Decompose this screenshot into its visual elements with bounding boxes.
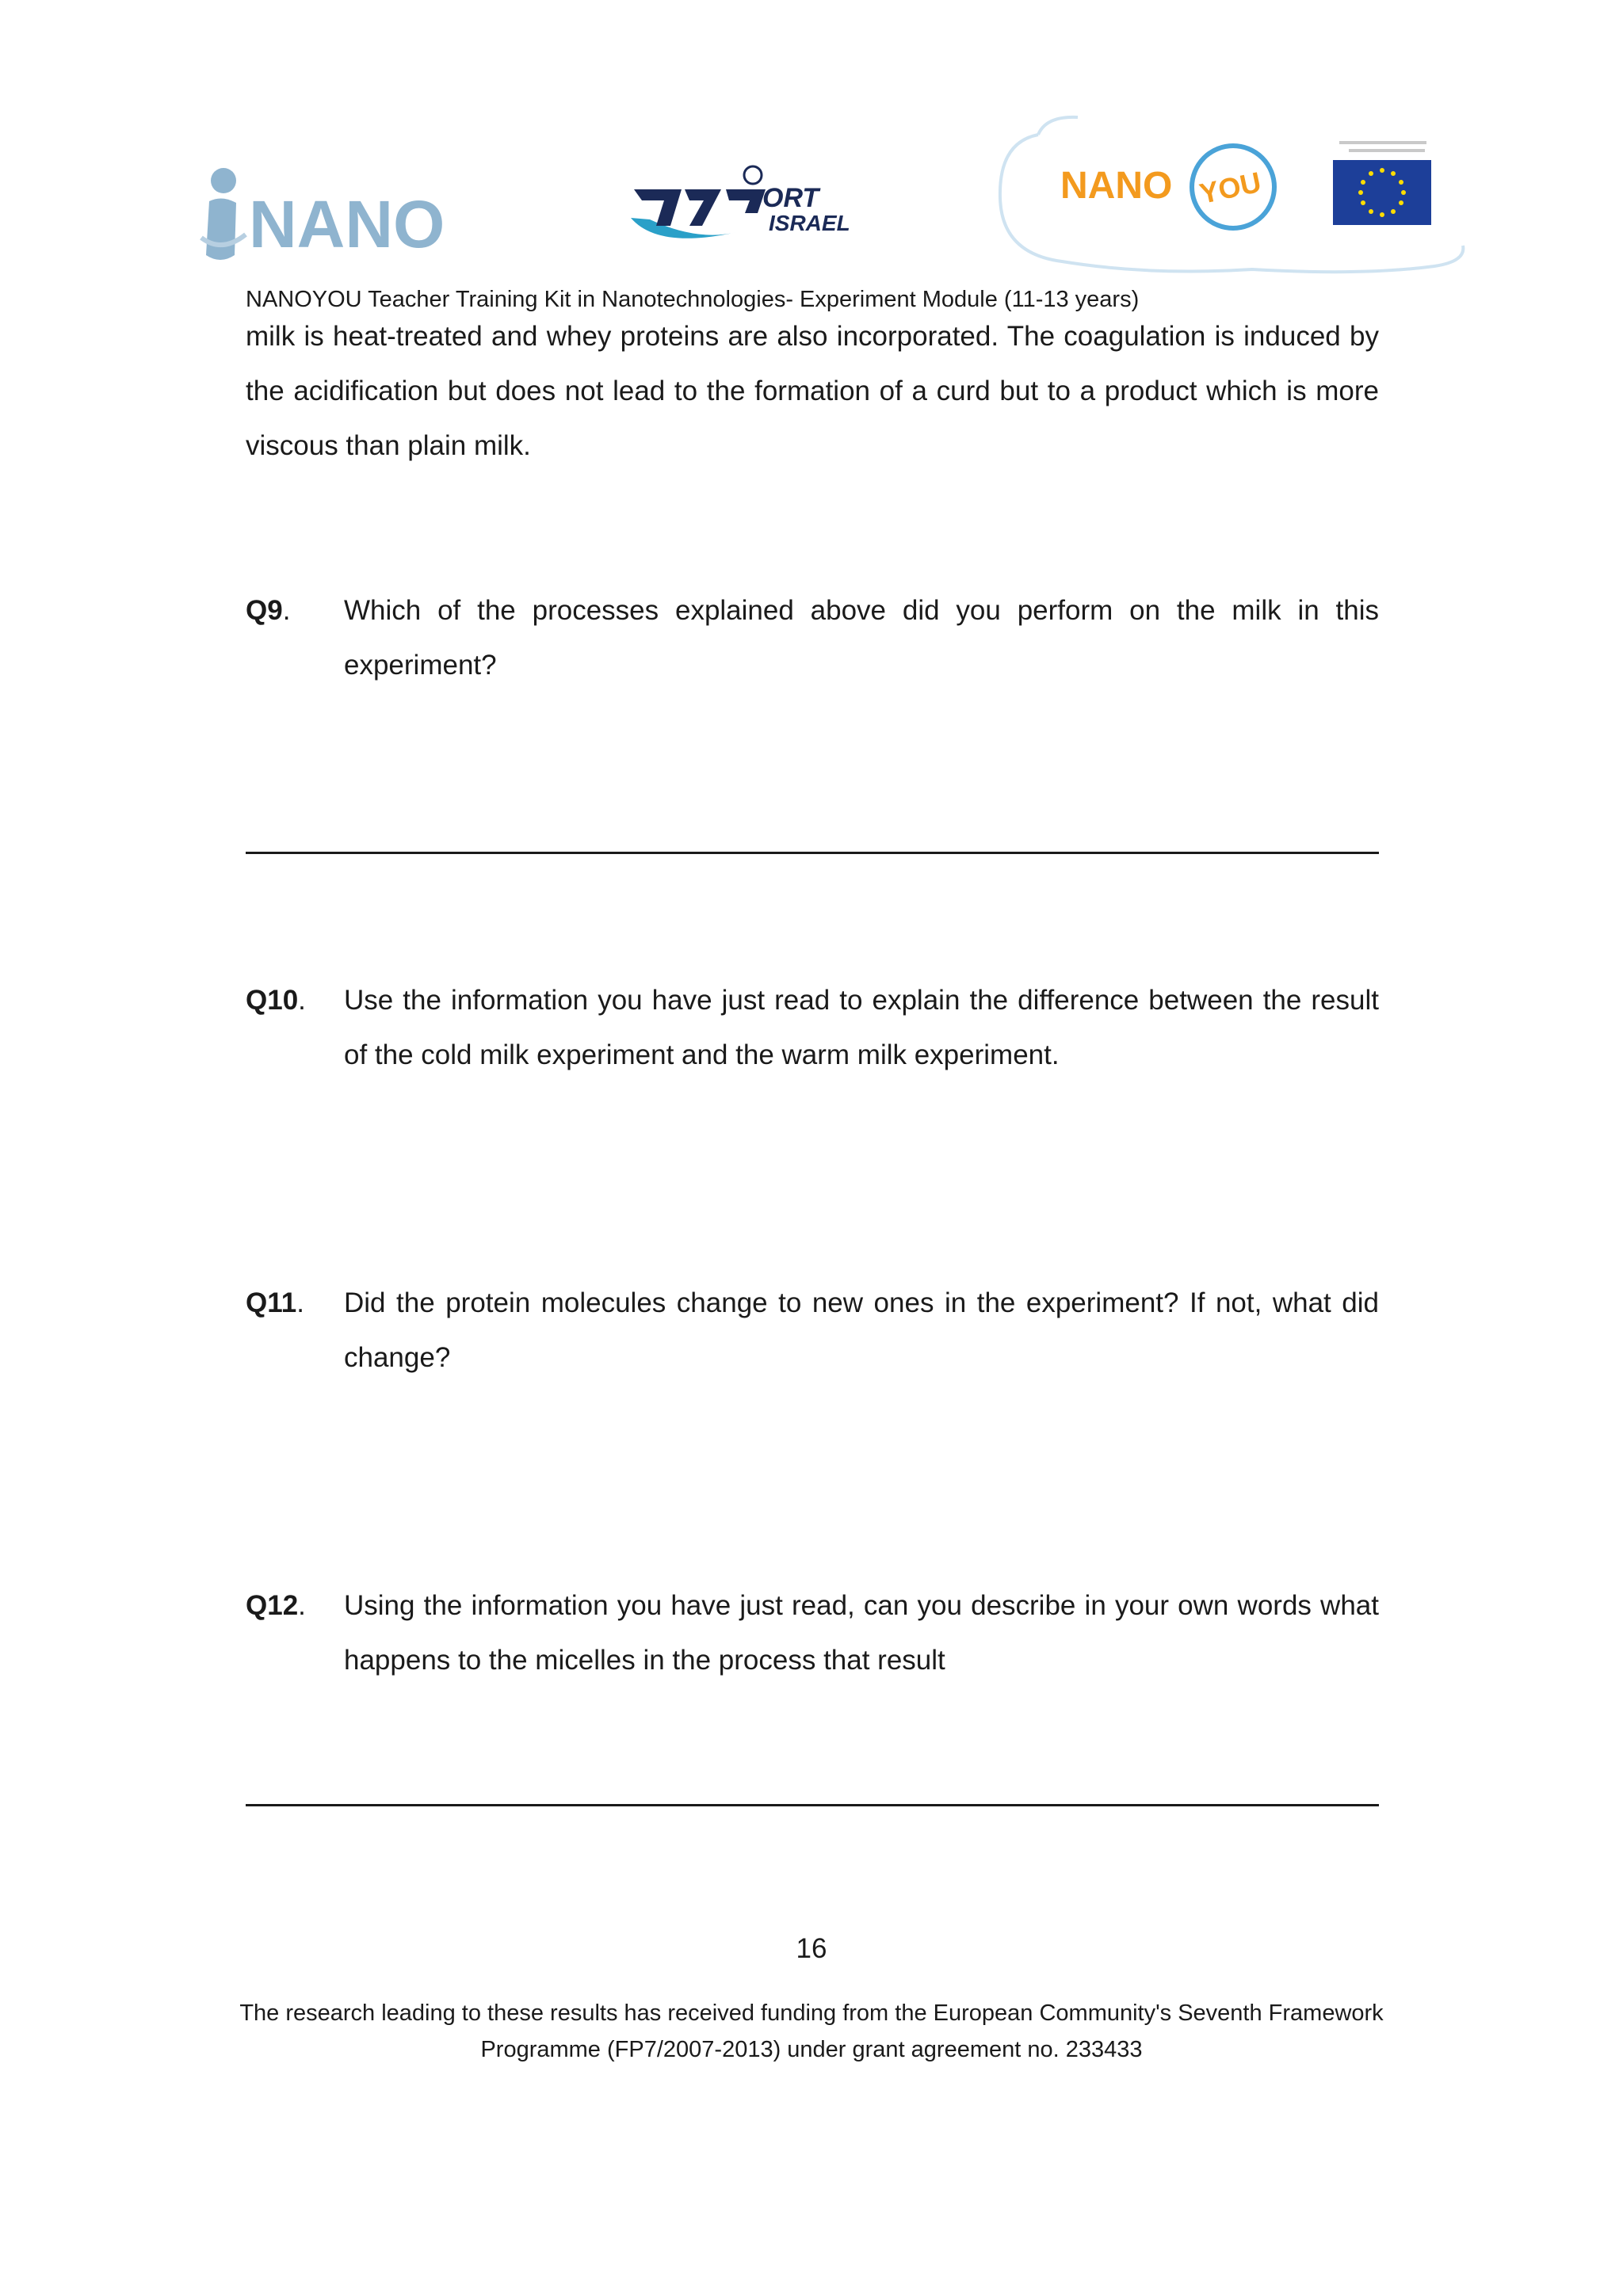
question-line: Which of the processes explained above did you perform on the milk in this	[344, 595, 1379, 626]
question-label: Q9.	[246, 595, 291, 626]
question-label: Q11.	[246, 1287, 304, 1318]
ort-emblem-icon	[744, 166, 762, 184]
funding-footer	[0, 1995, 1623, 2068]
nanoyou-wordmark: NANO	[1060, 165, 1173, 207]
question-line: Using the information you have just read, can you describe in your own words what	[344, 1590, 1379, 1621]
inano-wordmark: NANO	[249, 187, 445, 261]
page-number: 16	[796, 1933, 827, 1964]
question-label: Q12.	[246, 1590, 306, 1621]
question-line: experiment?	[344, 650, 497, 681]
answer-line	[246, 1804, 1379, 1806]
inano-i-glyph	[201, 168, 246, 260]
you-circle-icon	[1192, 146, 1274, 228]
ort-text-top: ORT	[762, 183, 819, 213]
question-line: happens to the micelles in the process that result	[344, 1645, 945, 1676]
question-line: Use the information you have just read to explain the difference between the result	[344, 985, 1379, 1016]
ort-swoosh	[631, 218, 737, 238]
ort-text-bottom: ISRAEL	[769, 211, 850, 235]
footer-line: Programme (FP7/2007-2013) under grant agreement no. 233433	[480, 2037, 1143, 2062]
question-label: Q10.	[246, 985, 306, 1016]
footer-line: The research leading to these results has received funding from the European Community's Seventh Framework	[239, 2000, 1384, 2026]
paragraph-line: viscous than plain milk.	[246, 430, 531, 461]
running-header: NANOYOU Teacher Training Kit in Nanotechnologies- Experiment Module (11-13 years)	[246, 287, 1140, 312]
question-line: of the cold milk experiment and the warm milk experiment.	[344, 1039, 1060, 1070]
paragraph-line: the acidification but does not lead to the formation of a curd but to a product which is more	[246, 376, 1379, 406]
question-line: change?	[344, 1342, 451, 1373]
question-text	[344, 583, 1379, 692]
nanoyou-logo	[991, 111, 1466, 277]
intro-paragraph	[246, 309, 1379, 473]
svg-text:YOU: YOU	[1197, 165, 1264, 211]
eu-flag-icon	[1333, 141, 1431, 225]
answer-line	[246, 852, 1379, 854]
question-line: Did the protein molecules change to new ones in the experiment? If not, what did	[344, 1287, 1379, 1318]
ort-hebrew-mark	[634, 189, 766, 226]
question-text	[344, 1578, 1379, 1688]
paragraph-line: milk is heat-treated and whey proteins are also incorporated. The coagulation is induced by	[246, 321, 1379, 352]
question-text	[344, 1276, 1379, 1385]
question-text	[344, 973, 1379, 1082]
ort-israel-logo	[626, 162, 864, 250]
inano-logo	[198, 158, 460, 269]
